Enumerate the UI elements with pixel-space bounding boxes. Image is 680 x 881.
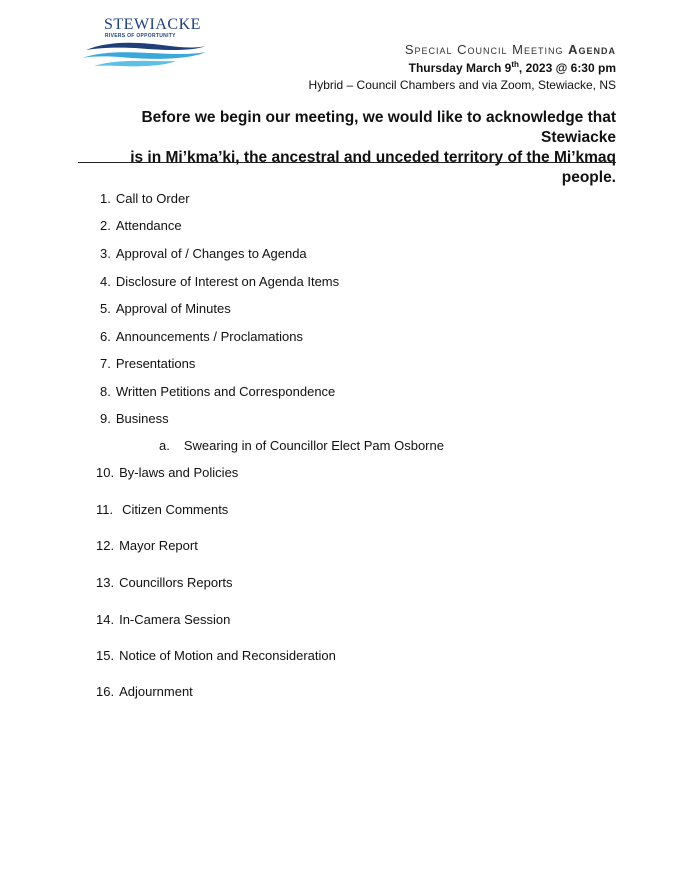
meeting-date-suffix: th [511, 60, 519, 69]
agenda-item-text: Call to Order [115, 191, 190, 206]
agenda-item-number: 10. [96, 465, 115, 480]
agenda-item-text: Announcements / Proclamations [115, 329, 303, 344]
agenda-item-11 [96, 502, 228, 517]
agenda-item-number: 2. [100, 218, 111, 233]
agenda-item-text: Notice of Motion and Reconsideration [119, 648, 336, 663]
agenda-item-number: 14. [96, 612, 115, 627]
agenda-item-text: Business [115, 411, 169, 426]
wave-top-shape [86, 43, 206, 50]
land-acknowledgement [76, 108, 616, 188]
agenda-item-12 [96, 538, 198, 553]
agenda-item-3 [100, 246, 307, 261]
agenda-item-9 [100, 411, 169, 426]
agenda-item-7 [100, 356, 195, 371]
agenda-item-2 [100, 218, 182, 233]
agenda-item-text: By-laws and Policies [119, 465, 239, 480]
agenda-item-15 [96, 648, 336, 663]
agenda-item-text: Disclosure of Interest on Agenda Items [115, 274, 340, 289]
agenda-item-number: 7. [100, 356, 111, 371]
agenda-item-14 [96, 612, 230, 627]
agenda-item-text: Adjournment [119, 684, 193, 699]
agenda-subitem-9a [159, 438, 444, 453]
meeting-title [405, 42, 616, 57]
agenda-item-number: 4. [100, 274, 111, 289]
agenda-item-number: 1. [100, 191, 111, 206]
agenda-item-16 [96, 684, 193, 699]
agenda-item-6 [100, 329, 303, 344]
agenda-item-text: Approval of Minutes [115, 301, 231, 316]
agenda-item-number: 15. [96, 648, 115, 663]
agenda-item-number: 3. [100, 246, 111, 261]
agenda-item-number: a. [159, 438, 170, 453]
acknowledgement-line-2: is in Mi’kma’ki, the ancestral and unceded territory of the Mi’kmaq people. [130, 149, 616, 186]
agenda-item-text: Approval of / Changes to Agenda [115, 246, 307, 261]
river-waves-icon [80, 38, 210, 70]
agenda-item-text: Written Petitions and Correspondence [115, 384, 336, 399]
header-divider [78, 162, 616, 163]
wave-middle-shape [82, 52, 206, 59]
agenda-item-text: Citizen Comments [122, 502, 229, 517]
meeting-date-prefix: Thursday March 9 [408, 61, 512, 75]
agenda-item-13 [96, 575, 233, 590]
agenda-item-text: Swearing in of Councillor Elect Pam Osborne [183, 438, 444, 453]
meeting-title-agenda: Agenda [568, 42, 616, 57]
logo-tagline: RIVERS OF OPPORTUNITY [105, 33, 176, 39]
agenda-item-text: Presentations [115, 356, 196, 371]
agenda-item-text: Councillors Reports [119, 575, 233, 590]
agenda-item-4 [100, 274, 339, 289]
agenda-item-10 [96, 465, 238, 480]
agenda-item-number: 16. [96, 684, 115, 699]
agenda-item-8 [100, 384, 335, 399]
meeting-date [409, 60, 616, 75]
agenda-item-text: In-Camera Session [119, 612, 231, 627]
meeting-title-main: Special Council Meeting [404, 42, 564, 57]
agenda-item-number: 8. [100, 384, 111, 399]
acknowledgement-line-1: Before we begin our meeting, we would like to acknowledge that Stewiacke [141, 109, 616, 146]
agenda-item-1 [100, 191, 190, 206]
wave-bottom-shape [94, 61, 176, 66]
meeting-date-rest: , 2023 @ 6:30 pm [518, 61, 616, 75]
agenda-item-text: Mayor Report [119, 538, 198, 553]
meeting-location: Hybrid – Council Chambers and via Zoom, Stewiacke, NS [308, 78, 616, 92]
agenda-item-number: 11. [96, 502, 114, 517]
agenda-item-text: Attendance [115, 218, 182, 233]
agenda-item-number: 9. [100, 411, 111, 426]
agenda-item-number: 6. [100, 329, 111, 344]
agenda-item-number: 5. [100, 301, 111, 316]
agenda-item-5 [100, 301, 231, 316]
agenda-item-number: 13. [96, 575, 115, 590]
agenda-item-number: 12. [96, 538, 115, 553]
stewiacke-logo [80, 16, 210, 68]
logo-wordmark: STEWIACKE [104, 16, 201, 33]
